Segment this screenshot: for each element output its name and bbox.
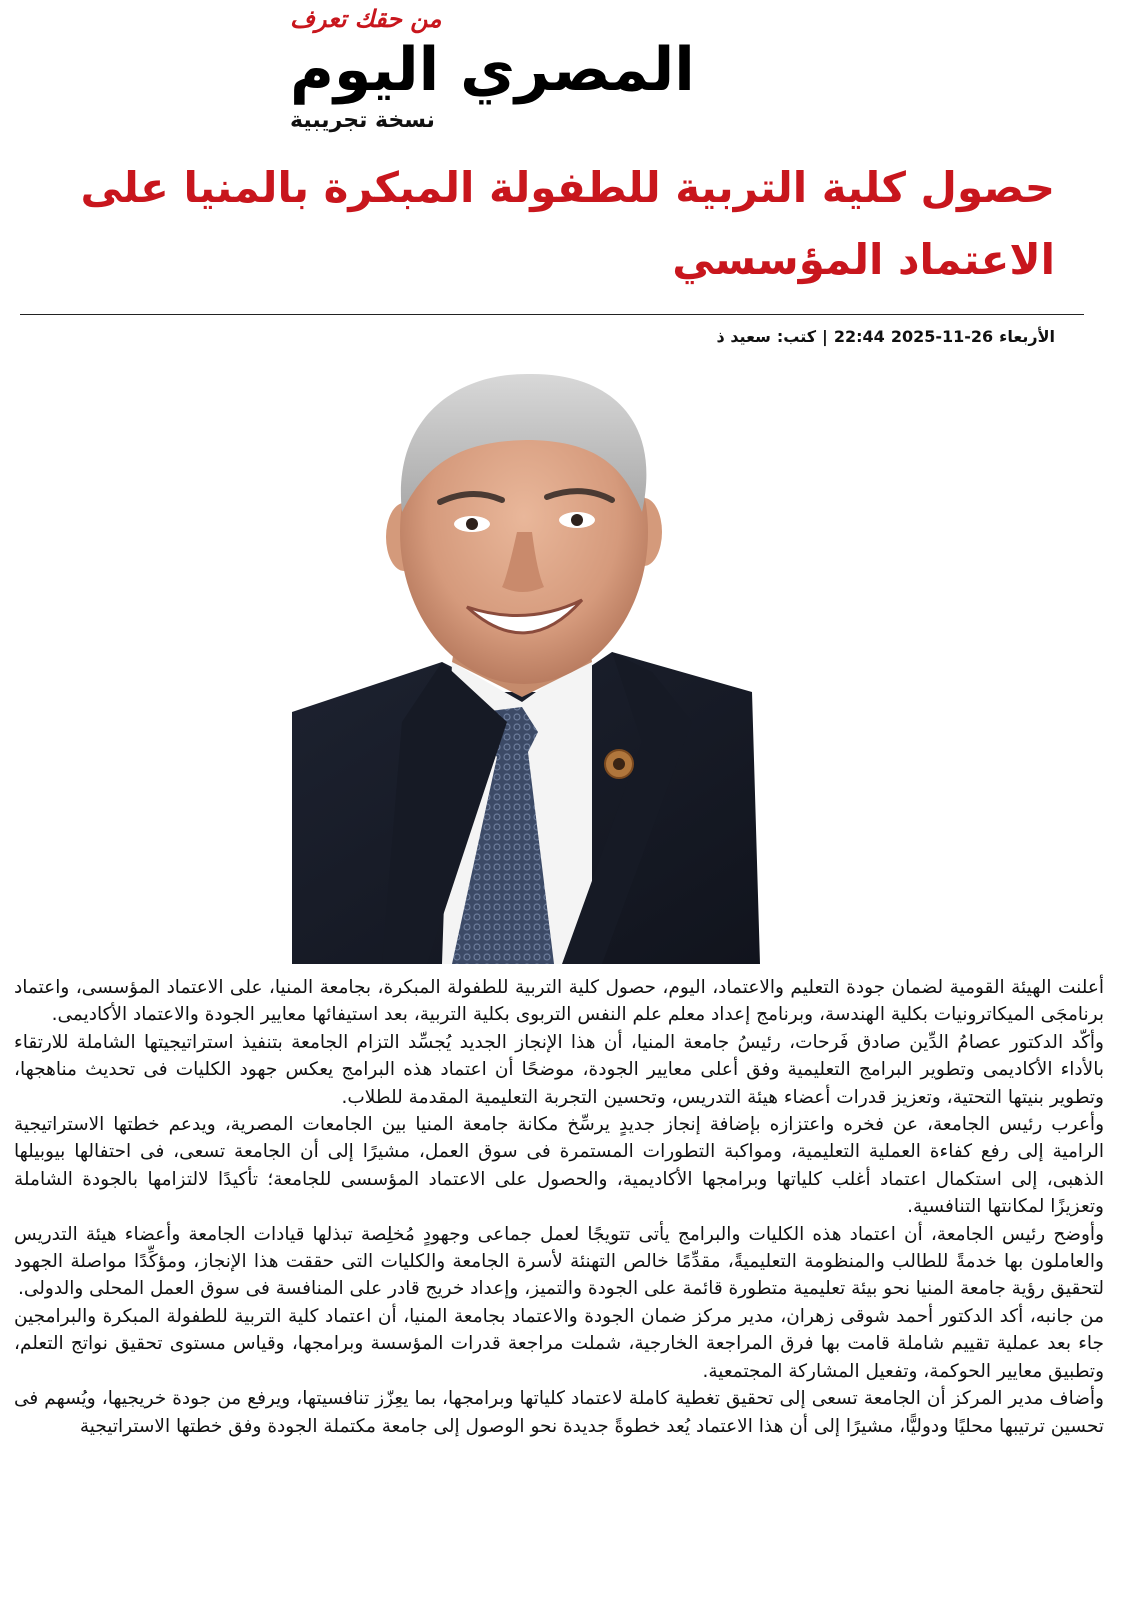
headline-divider: [20, 314, 1084, 315]
article-paragraph: وأكّد الدكتور عصامُ الدِّين صادق فَرحات، رئيسُ جامعة المنيا، أن هذا الإنجاز الجديد يُجسِّد التزام الجامعة بتنفيذ استراتيجيتها الشاملة للارتقاء بالأداء الأكاديمى وتطوير البرامج التعليمية وفق أعلى معايير الجودة، موضحًا أن اعتماد هذه البرامج يعكس جهود الكليات فى تحديث مناهجها، وتطوير بنيتها التحتية، وتعزيز قدرات أعضاء هيئة التدريس، وتحسين التجربة التعليمية المقدمة للطلاب.: [14, 1031, 1104, 1108]
meta-time: 22:44: [833, 327, 885, 346]
meta-date: 2025-11-26: [890, 327, 994, 346]
person-portrait-icon: [292, 362, 760, 964]
meta-author-label: كتب:: [776, 327, 817, 346]
article-headline: حصول كلية التربية للطفولة المبكرة بالمنيا على الاعتماد المؤسسي: [80, 163, 1055, 284]
masthead-logo: [290, 4, 850, 146]
article-paragraph: وأضاف مدير المركز أن الجامعة تسعى إلى تحقيق تغطية كاملة لاعتماد كلياتها وبرامجها، بما يعِزّز تنافسيتها، ويرفع من جودة خريجيها، ويُسهم فى تحسين ترتيبها محليًا ودوليًّا، مشيرًا إلى أن هذا الاعتماد يُعد خطوةً جديدة نحو الوصول إلى جامعة مكتملة الجودة وفق خطتها الاستراتيجية: [14, 1388, 1104, 1437]
article-paragraph: من جانبه، أكد الدكتور أحمد شوقى زهران، مدير مركز ضمان الجودة والاعتماد بجامعة المنيا، أن اعتماد كلية التربية للطفولة المبكرة والبرامجين جاء بعد عملية تقييم شاملة قامت بها فرق المراجعة الخارجية، شملت مراجعة قدرات المؤسسة وبرامجها، وقياس مستوى تحقيق نواتج التعلم، وتطبيق معايير الحوكمة، وتفعيل المشاركة المجتمعية.: [14, 1305, 1104, 1382]
meta-separator: |: [822, 327, 828, 346]
article-paragraph: أعلنت الهيئة القومية لضمان جودة التعليم والاعتماد، اليوم، حصول كلية التربية للطفولة المبكرة، بجامعة المنيا، على الاعتماد المؤسسى، واعتماد برنامجَى الميكاترونيات بكلية الهندسة، وبرنامج إعداد معلم علم النفس التربوى بكلية التربية، بعد استيفائها معايير الجودة والاعتماد الأكاديمى.: [14, 977, 1104, 1026]
masthead-brand: المصري اليوم: [290, 35, 695, 105]
masthead-edition: نسخة تجريبية: [290, 108, 435, 133]
article-paragraph: وأوضح رئيس الجامعة، أن اعتماد هذه الكليات والبرامج يأتى تتويجًا لعمل جماعى وجهودٍ مُخلِصة تبذلها قيادات الجامعة وأعضاء هيئة التدريس والعاملون بها خدمةً للطالب والمنظومة التعليميةً، مقدِّمًا خالص التهنئة لأسرة الجامعة والكليات التى حققت هذا الإنجاز، ومؤكِّدًا مواصلة الجهود لتحقيق رؤية جامعة المنيا نحو بيئة تعليمية متطورة قائمة على الجودة والتميز، وإعداد خريج قادر على المنافسة فى سوق العمل المحلى والدولى.: [14, 1223, 1104, 1300]
meta-author[interactable]: سعيد ذ: [716, 327, 771, 346]
masthead-tagline: من حقك تعرف: [290, 4, 442, 33]
meta-day: الأربعاء: [999, 327, 1055, 346]
article-photo: [292, 362, 760, 964]
article-body: [14, 974, 1104, 1440]
article-paragraph: وأعرب رئيس الجامعة، عن فخره واعتزازه بإضافة إنجاز جديدٍ يرسِّخ مكانة جامعة المنيا بين الجامعات المصرية، ويدعم خطتها الاستراتيجية الرامية إلى رفع كفاءة العملية التعليمية، ومواكبة التطورات المستمرة فى سوق العمل، مشيرًا إلى أن الجامعة تسعى، فى احتفالها بيوبيلها الذهبى، إلى استكمال اعتماد أغلب كلياتها وبرامجها الأكاديمية، والحصول على الاعتماد المؤسسى للجامعة؛ تأكيدًا لالتزامها بالجودة الشاملة وتعزيزًا لمكانتها التنافسية.: [14, 1114, 1104, 1218]
article-meta: [717, 326, 1055, 348]
